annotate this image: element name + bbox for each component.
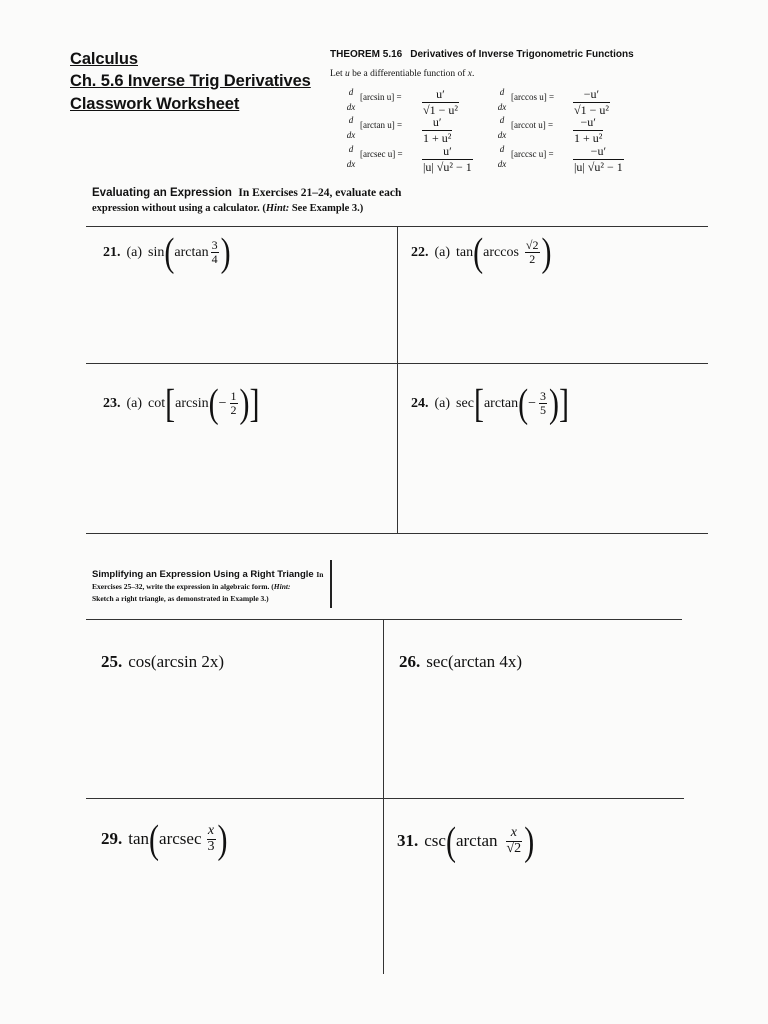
worksheet-title: Classwork Worksheet <box>70 95 240 113</box>
d-label: d <box>348 87 354 97</box>
scan-clip-edge <box>330 560 332 608</box>
fraction-numerator: 3 <box>211 238 218 253</box>
problem-number: 29. <box>101 829 123 849</box>
grid-bottom-line <box>86 533 708 534</box>
d-label: d <box>499 144 505 154</box>
section2-hint-label: Hint: <box>273 582 291 591</box>
problem-number: 23. <box>103 395 121 411</box>
theorem-lead-text-2: be a differentiable function of <box>349 69 468 79</box>
problem-22: 22. (a) tan ( arccos $\frac{√2}{2}$ ) <box>411 230 552 275</box>
inner-function: arctan <box>455 831 498 851</box>
fraction-numerator: 1 <box>230 389 237 404</box>
theorem-lead-var: u <box>345 69 350 79</box>
section1-hint-label: Hint: <box>265 203 290 214</box>
dx-label: dx <box>346 102 356 112</box>
dx-label: dx <box>346 130 356 140</box>
fraction <box>539 390 547 416</box>
problem-part: (a) <box>434 395 451 411</box>
outer-function: cot <box>148 395 166 411</box>
problem-24: 24. (a) sec [ arctan ( − $\frac{3}{5}$ ) ] <box>411 381 570 426</box>
formula-denominator: √1 − u² <box>574 102 609 117</box>
fraction <box>207 824 216 854</box>
problem-number: 24. <box>411 395 429 411</box>
section1-instructions-2 <box>92 203 363 214</box>
d-label: d <box>348 115 354 125</box>
section1-heading <box>92 187 401 199</box>
problem-expression: cos(arcsin 2x) <box>128 652 225 671</box>
problem-expression: sec(arctan 4x) <box>426 652 523 671</box>
section1-instr-text-end: See Example 3.) <box>289 203 364 214</box>
inner-function: arcsin <box>175 395 209 411</box>
formula-denominator: 1 + u² <box>423 130 452 145</box>
theorem-lead-end: . <box>472 69 475 79</box>
problem-number: 22. <box>411 244 429 260</box>
theorem-lead <box>330 69 474 79</box>
outer-function: csc <box>424 831 446 851</box>
formula-denominator: |u| √u² − 1 <box>423 159 472 174</box>
fraction-denominator: 2 <box>230 403 237 417</box>
problem-part: (a) <box>126 395 143 411</box>
problem-23: 23. (a) cot [ arcsin ( − $\frac{1}{2}$ ) ] <box>103 381 260 426</box>
formula-numerator: u′ <box>443 144 452 158</box>
inner-function: arccos <box>483 244 519 260</box>
course-title: Calculus <box>70 50 138 68</box>
formula-lhs: [arcsec u] = <box>360 149 403 159</box>
fraction-denominator: 2 <box>529 252 536 266</box>
problem-number: 21. <box>103 244 121 260</box>
fraction-denominator: √2 <box>506 840 522 856</box>
formula-lhs: [arctan u] = <box>360 120 403 130</box>
formula-numerator: u′ <box>432 115 442 129</box>
section2-instr-text: Exercises 25–32, write the expression in algebraic form. ( <box>92 582 274 591</box>
theorem-heading <box>330 49 634 60</box>
theorem-lead-var2: x <box>467 69 473 79</box>
problem-number: 31. <box>397 831 419 851</box>
problem-part: (a) <box>126 244 143 260</box>
minus-sign: − <box>528 395 537 411</box>
grid2-divider-vertical <box>383 619 384 974</box>
formula-denominator: 1 + u² <box>574 130 603 145</box>
grid2-top-line <box>86 619 682 620</box>
grid-middle-line <box>86 363 708 364</box>
section2-instructions-2: Sketch a right triangle, as demonstrated in Example 3.) <box>92 594 269 603</box>
theorem-label: THEOREM 5.16 <box>330 49 403 60</box>
d-label: d <box>499 115 505 125</box>
problem-21: 21. (a) sin ( arctan $\frac{3}{4}$ ) <box>103 230 231 275</box>
fraction-numerator: x <box>510 825 517 840</box>
fraction <box>506 826 523 856</box>
problem-31: 31. csc ( arctan $\frac{x}{√2}$ ) <box>397 818 535 864</box>
problem-25 <box>101 652 224 672</box>
dx-label: dx <box>497 159 507 169</box>
dx-label: dx <box>497 130 507 140</box>
section1-title: Evaluating an Expression <box>92 187 232 199</box>
formula-lhs: [arccot u] = <box>511 120 554 130</box>
section2-heading-tail: In <box>316 570 324 579</box>
fraction-denominator: 3 <box>207 838 215 854</box>
theorem-lead-text: Let <box>330 69 346 79</box>
d-label: d <box>348 144 354 154</box>
fraction-numerator: √2 <box>525 238 539 253</box>
dx-label: dx <box>497 102 507 112</box>
minus-sign: − <box>218 395 227 411</box>
grid2-middle-line <box>86 798 684 799</box>
problem-number: 25. <box>101 652 123 671</box>
theorem-title: Derivatives of Inverse Trigonometric Functions <box>410 49 634 60</box>
inner-function: arctan <box>174 244 209 260</box>
outer-function: tan <box>456 244 474 260</box>
formula-lhs: [arccos u] = <box>511 92 555 102</box>
fraction <box>230 390 238 416</box>
fraction-numerator: x <box>207 823 215 838</box>
fraction <box>525 239 540 265</box>
formula-lhs: [arccsc u] = <box>511 149 554 159</box>
section2-instructions-1 <box>92 582 290 591</box>
outer-function: sec <box>456 395 474 411</box>
problem-part: (a) <box>434 244 451 260</box>
problem-29: 29. tan ( arcsec $\frac{x}{3}$ ) <box>101 816 228 862</box>
formula-lhs: [arcsin u] = <box>360 92 402 102</box>
d-label: d <box>499 87 505 97</box>
formula-denominator: |u| √u² − 1 <box>574 159 623 174</box>
outer-function: sin <box>148 244 165 260</box>
inner-function: arctan <box>483 395 519 411</box>
fraction <box>211 239 219 265</box>
formula-numerator: −u′ <box>580 115 596 129</box>
formula-denominator: √1 − u² <box>423 102 458 117</box>
outer-function: tan <box>128 829 150 849</box>
formula-numerator: −u′ <box>583 87 600 101</box>
section2-heading <box>92 569 323 580</box>
section2-title: Simplifying an Expression Using a Right Triangle <box>92 569 314 580</box>
formula-numerator: −u′ <box>590 144 607 158</box>
section1-instructions-1: In Exercises 21–24, evaluate each <box>238 187 402 199</box>
section1-instr-text: expression without using a calculator. ( <box>92 203 266 214</box>
fraction-denominator: 5 <box>540 403 547 417</box>
fraction-numerator: 3 <box>540 389 547 404</box>
dx-label: dx <box>346 159 356 169</box>
inner-function: arcsec <box>159 829 202 849</box>
chapter-title: Ch. 5.6 Inverse Trig Derivatives <box>70 72 311 90</box>
grid-divider-vertical <box>397 226 398 533</box>
formula-numerator: u′ <box>436 87 445 101</box>
problem-26 <box>399 652 522 672</box>
problem-number: 26. <box>399 652 421 671</box>
fraction-denominator: 4 <box>211 252 218 266</box>
